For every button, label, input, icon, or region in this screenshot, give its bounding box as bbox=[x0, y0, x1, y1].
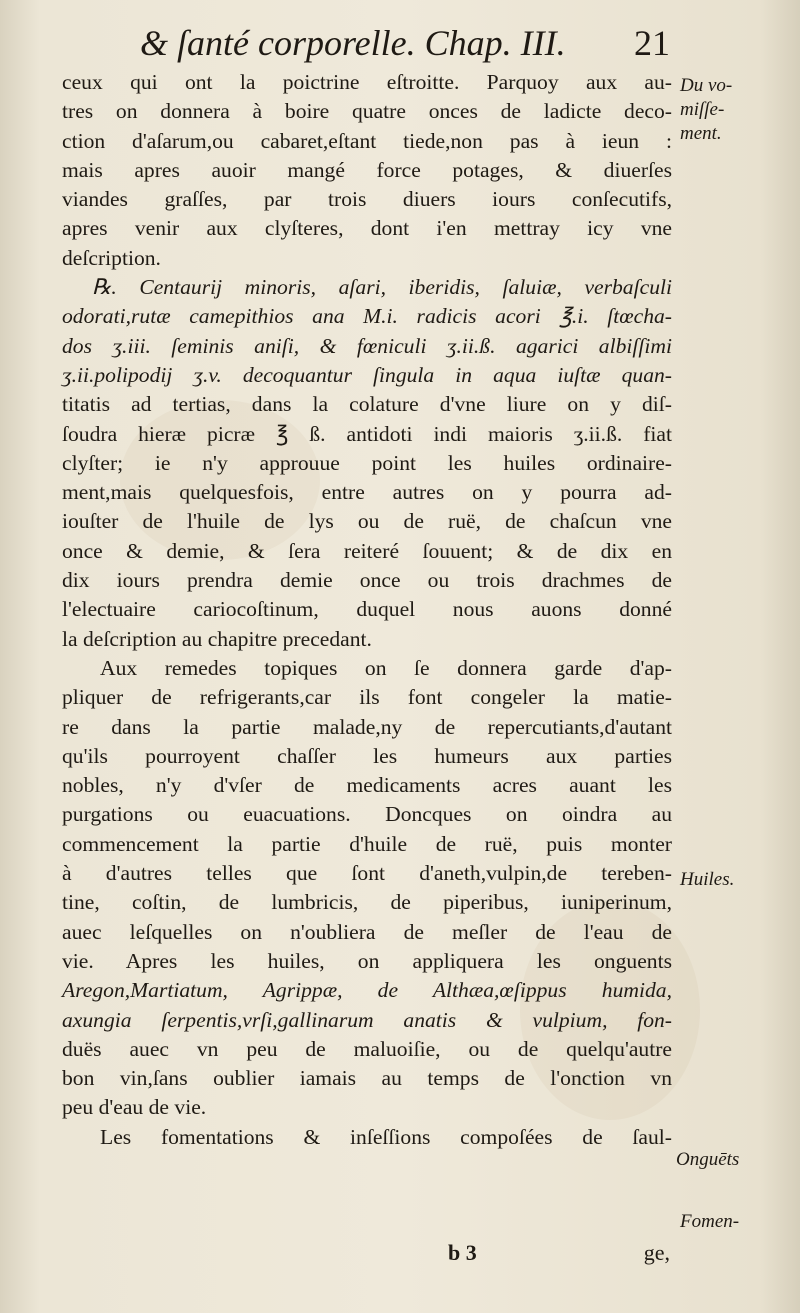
recipe-line: odorati,rutæ camepithios ana M.i. radicis acori ℥.i. ſtœcha- bbox=[62, 304, 672, 329]
text-line: deſcription. bbox=[62, 245, 161, 270]
page-footer bbox=[440, 1240, 670, 1280]
margin-note-vomissement bbox=[680, 74, 798, 146]
text-line: re dans la partie malade,ny de repercutiants,d'autant bbox=[62, 714, 672, 739]
text-line: commencement la partie d'huile de ruë, puis monter bbox=[62, 831, 672, 856]
text-line: ceux qui ont la poictrine eſtroitte. Parquoy aux au- bbox=[62, 70, 672, 94]
text-line: once & demie, & ſera reiteré ſouuent; & de dix en bbox=[62, 538, 672, 563]
running-header bbox=[140, 22, 700, 66]
text-line: tres on donnera à boire quatre onces de ladicte deco- bbox=[62, 99, 672, 124]
text-line: pliquer de refrigerants,car ils font congeler la matie- bbox=[62, 685, 672, 710]
catchword: ge, bbox=[643, 1240, 670, 1265]
text-line: peu d'eau de vie. bbox=[62, 1095, 207, 1120]
text-line: auec leſquelles on n'oubliera de meſler de l'eau de bbox=[62, 919, 672, 944]
text-line: ment,mais quelquesfois, entre autres on y pourra ad- bbox=[62, 480, 672, 505]
text-line: Aregon,Martiatum, Agrippæ, de Althæa,œſippus humida, bbox=[62, 978, 672, 1003]
text-line: Les fomentations & inſeſſions compoſées de ſaul- bbox=[100, 1124, 672, 1149]
text-line: tine, coſtin, de lumbricis, de piperibus, iuniperinum, bbox=[62, 890, 672, 915]
body-text bbox=[62, 68, 672, 1152]
recipe-line: ʒ.ii.polipodij ʒ.v. decoquantur ſingula in aqua iuſtæ quan- bbox=[62, 362, 672, 387]
text-line: ction d'aſarum,ou cabaret,eſtant tiede,non pas à ieun : bbox=[62, 128, 672, 153]
text-line: nobles, n'y d'vſer de medicaments acres auant les bbox=[62, 773, 672, 798]
margin-note-line: Fomen- bbox=[680, 1211, 740, 1232]
text-line: ſoudra hieræ picræ ℥ ß. antidoti indi maioris ʒ.ii.ß. fiat bbox=[62, 421, 672, 446]
margin-note-line: Du vo- bbox=[680, 75, 733, 96]
text-line: Aux remedes topiques on ſe donnera garde d'ap- bbox=[100, 655, 672, 680]
text-line: dix iours prendra demie once ou trois drachmes de bbox=[62, 568, 672, 593]
text-line: duës auec vn peu de maluoiſie, ou de quelqu'autre bbox=[62, 1036, 672, 1061]
text-line: à d'autres telles que ſont d'aneth,vulpin,de tereben- bbox=[62, 861, 672, 886]
text-line: bon vin,ſans oublier iamais au temps de l'onction vn bbox=[62, 1066, 672, 1091]
text-line: iouſter de l'huile de lys ou de ruë, de chaſcun vne bbox=[62, 509, 672, 534]
text-line: vie. Apres les huiles, on appliquera les onguents bbox=[62, 948, 672, 973]
margin-note-onguents bbox=[676, 1148, 794, 1172]
text-line: purgations ou euacuations. Doncques on oindra au bbox=[62, 802, 672, 827]
text-line: clyſter; ie n'y approuue point les huiles ordinaire- bbox=[62, 450, 672, 475]
margin-note-line: ment. bbox=[680, 123, 722, 144]
recipe-line: ℞. Centaurij minoris, aſari, iberidis, ſaluiæ, verbaſculi bbox=[92, 275, 672, 300]
margin-note-line: miſſe- bbox=[680, 99, 725, 120]
text-line: qu'ils pourroyent chaſſer les humeurs aux parties bbox=[62, 743, 672, 768]
margin-note-line: Onguēts bbox=[676, 1149, 740, 1170]
text-line: axungia ſerpentis,vrſi,gallinarum anatis & vulpium, fon- bbox=[62, 1007, 672, 1032]
margin-note-huiles bbox=[680, 868, 798, 892]
page-number: 21 bbox=[634, 23, 670, 63]
text-line: viandes graſſes, par trois diuers iours conſecutifs, bbox=[62, 187, 672, 212]
running-title: & ſanté corporelle. Chap. III. bbox=[140, 23, 566, 63]
text-line: mais apres auoir mangé force potages, & diuerſes bbox=[62, 157, 672, 182]
text-line: l'electuaire cariocoſtinum, duquel nous auons donné bbox=[62, 597, 672, 622]
text-line: apres venir aux clyſteres, dont i'en mettray icy vne bbox=[62, 216, 672, 241]
margin-note-line: Huiles. bbox=[680, 869, 735, 890]
text-line: titatis ad tertias, dans la colature d'vne liure on y diſ- bbox=[62, 392, 672, 417]
signature-mark: b 3 bbox=[448, 1240, 477, 1265]
margin-note-fomentations bbox=[680, 1210, 798, 1234]
recipe-line: dos ʒ.iii. ſeminis aniſi, & fœniculi ʒ.ii.ß. agarici albiſſimi bbox=[62, 333, 672, 358]
text-line: la deſcription au chapitre precedant. bbox=[62, 626, 372, 651]
